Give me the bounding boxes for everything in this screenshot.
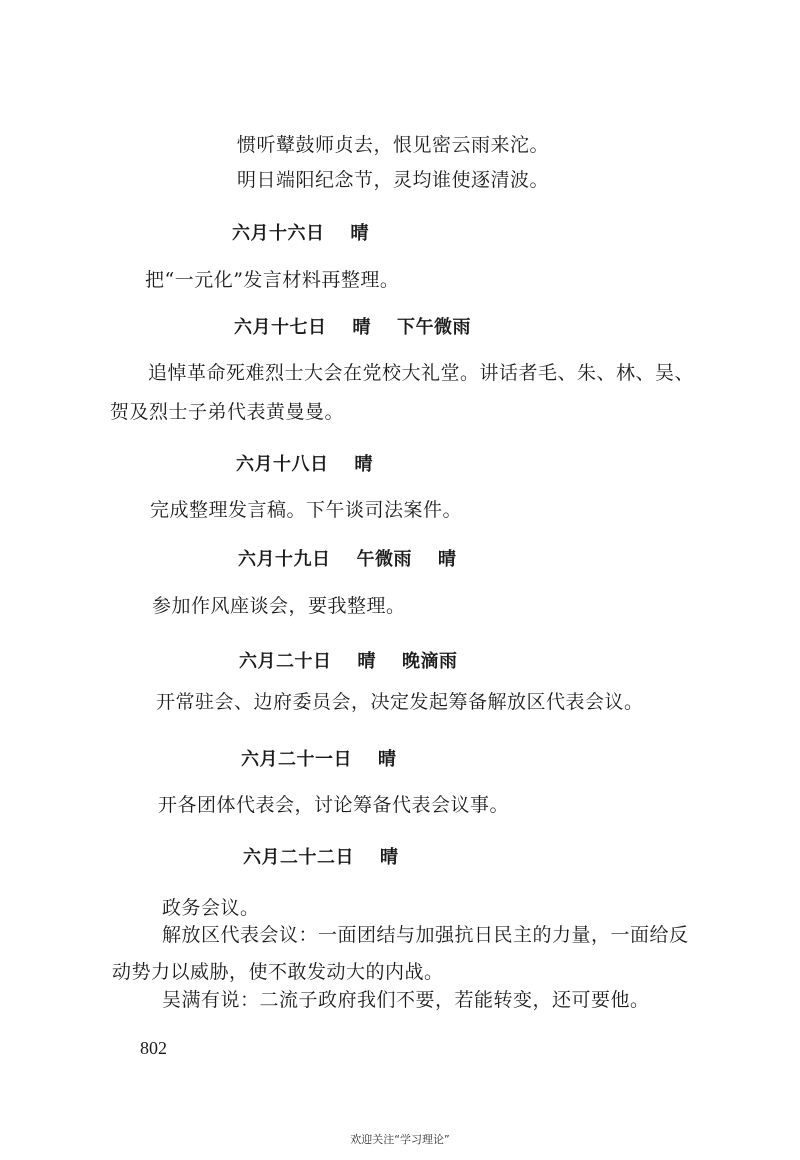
entry-text: 解放区代表会议：一面团结与加强抗日民主的力量，一面给反 <box>162 924 689 946</box>
entry-text: 动势力以威胁，使不敢发动大的内战。 <box>112 961 444 983</box>
date-heading <box>238 548 457 572</box>
entry-text: 吴满有说：二流子政府我们不要，若能转变，还可要他。 <box>162 989 650 1011</box>
entry-text: 开常驻会、边府委员会，决定发起筹备解放区代表会议。 <box>156 691 644 713</box>
entry-text: 开各团体代表会，讨论筹备代表会议事。 <box>158 794 510 816</box>
date: 六月十八日 <box>236 454 329 475</box>
date: 六月二十二日 <box>243 847 354 868</box>
weather: 下午微雨 <box>397 317 471 338</box>
entry-text: 贺及烈士子弟代表黄曼曼。 <box>110 401 345 423</box>
entry-text: 政务会议。 <box>162 897 260 919</box>
weather: 晚滴雨 <box>402 651 458 672</box>
poem-line-1: 惯听鼙鼓师贞去，恨见密云雨来沱。 <box>237 134 550 156</box>
entry-text: 参加作风座谈会，要我整理。 <box>152 595 406 617</box>
date-heading <box>236 453 373 477</box>
date-heading <box>232 222 369 246</box>
weather: 晴 <box>357 651 376 672</box>
date: 六月二十一日 <box>241 749 352 770</box>
date-heading <box>241 748 397 772</box>
entry-text: 把“一元化”发言材料再整理。 <box>145 269 400 291</box>
poem-line-2: 明日端阳纪念节，灵均谁使逐清波。 <box>237 169 550 191</box>
date: 六月十九日 <box>238 549 331 570</box>
footer-note: 欢迎关注“学习理论” <box>350 1133 450 1146</box>
date: 六月十七日 <box>234 317 327 338</box>
date-heading <box>239 650 458 674</box>
entry-text: 追悼革命死难烈士大会在党校大礼堂。讲话者毛、朱、林、吴、 <box>148 362 695 384</box>
weather: 晴 <box>350 223 369 244</box>
weather: 晴 <box>438 549 457 570</box>
date: 六月二十日 <box>239 651 332 672</box>
weather: 晴 <box>352 317 371 338</box>
weather: 晴 <box>378 749 397 770</box>
entry-text: 完成整理发言稿。下午谈司法案件。 <box>150 499 463 521</box>
page-number: 802 <box>140 1038 167 1058</box>
date-heading <box>243 846 399 870</box>
weather: 晴 <box>380 847 399 868</box>
date-heading <box>234 316 471 340</box>
weather: 午微雨 <box>356 549 412 570</box>
date: 六月十六日 <box>232 223 325 244</box>
weather: 晴 <box>354 454 373 475</box>
